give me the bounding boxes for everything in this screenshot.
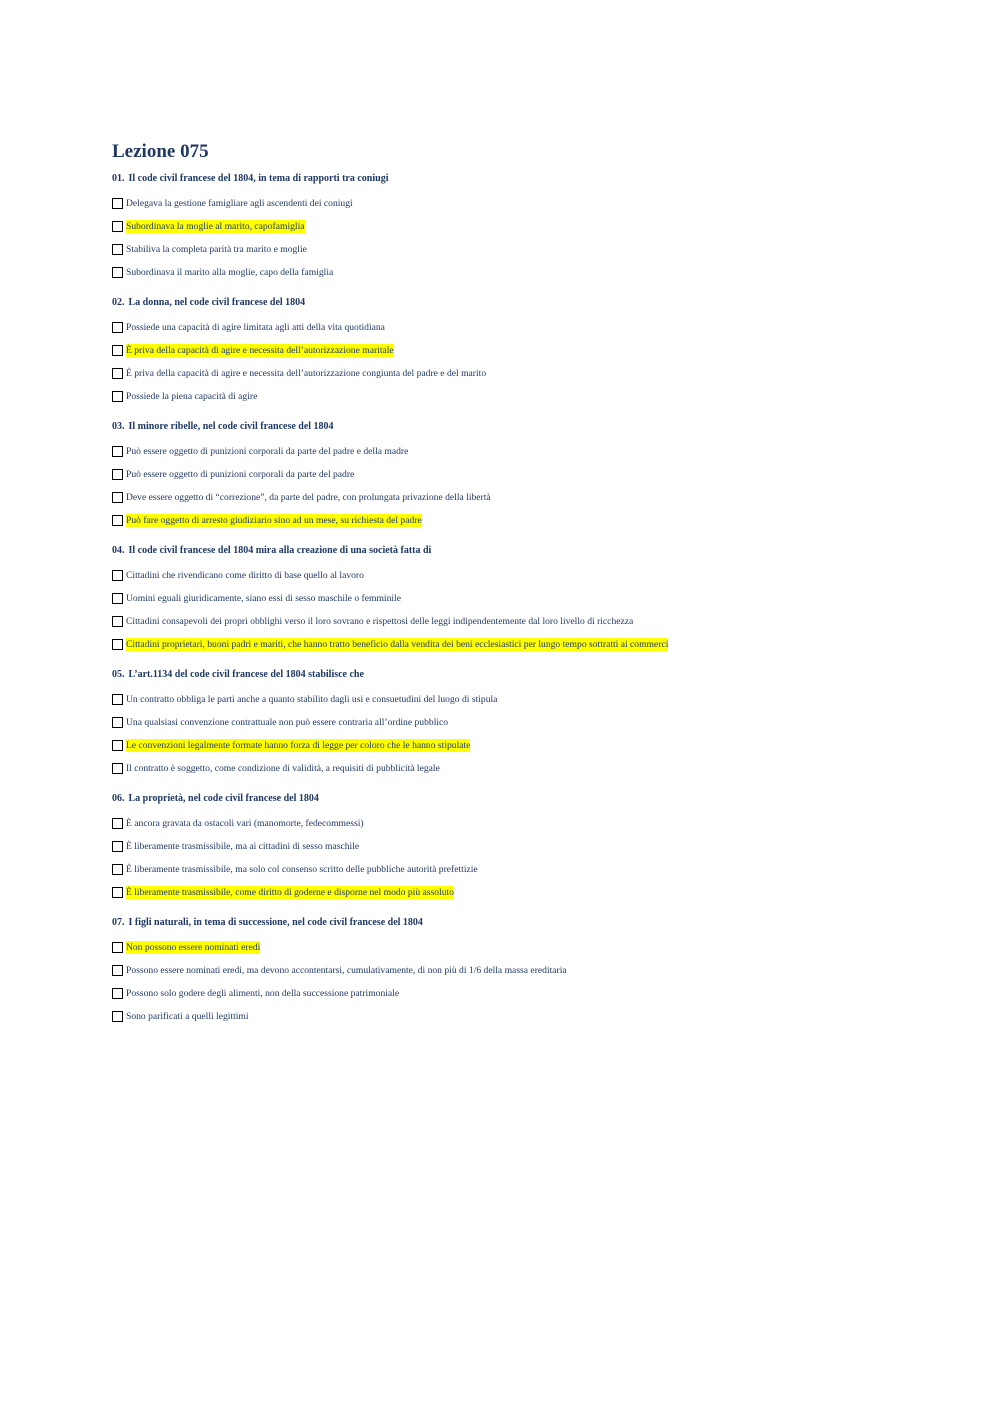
question-label: L’art.1134 del code civil francese del 1804 stabilisce che [128,669,364,680]
answer-option[interactable] [112,564,772,587]
answer-option[interactable] [112,261,772,284]
answer-text-highlighted: È liberamente trasmissibile, come diritto di goderne e disporne nel modo più assoluto [126,887,454,898]
question-label: Il code civil francese del 1804 mira alla creazione di una società fatta di [128,545,432,556]
question-text [112,296,772,310]
checkbox-icon[interactable] [112,694,123,705]
answer-text-highlighted: Cittadini proprietari, buoni padri e mariti, che hanno tratto beneficio dalla vendita dei beni ecclesiastici per lungo tempo sottratti ai commerci [126,639,669,650]
answer-text: Cittadini consapevoli dei propri obblighi verso il loro sovrano e rispettosi delle leggi indipendentemente dal loro livello di ricchezza [126,616,634,627]
question-number: 06. [112,793,125,804]
question-number: 01. [112,173,125,184]
question-text [112,668,772,682]
answer-option[interactable] [112,440,772,463]
checkbox-icon[interactable] [112,570,123,581]
answer-text: Una qualsiasi convenzione contrattuale non può essere contraria all’ordine pubblico [126,717,449,728]
question-number: 07. [112,917,125,928]
answer-text: È ancora gravata da ostacoli vari (manomorte, fedecommessi) [126,818,364,829]
answer-option[interactable] [112,734,772,757]
checkbox-icon[interactable] [112,492,123,503]
question-number: 04. [112,545,125,556]
checkbox-icon[interactable] [112,446,123,457]
answer-text-highlighted: È priva della capacità di agire e necessita dell’autorizzazione maritale [126,345,394,356]
question-number: 02. [112,297,125,308]
answer-option[interactable] [112,936,772,959]
answer-option[interactable] [112,711,772,734]
question-7 [112,916,772,1028]
answer-text: Il contratto è soggetto, come condizione di validità, a requisiti di pubblicità legale [126,763,440,774]
answer-text: Può essere oggetto di punizioni corporali da parte del padre e della madre [126,446,409,457]
checkbox-icon[interactable] [112,267,123,278]
answer-text: Uomini eguali giuridicamente, siano essi di sesso maschile o femminile [126,593,401,604]
answer-option[interactable] [112,362,772,385]
answer-text-highlighted: Subordinava la moglie al marito, capofamiglia [126,221,305,232]
answer-text: Può essere oggetto di punizioni corporali da parte del padre [126,469,355,480]
checkbox-icon[interactable] [112,322,123,333]
answer-option[interactable] [112,238,772,261]
checkbox-icon[interactable] [112,1011,123,1022]
answer-option[interactable] [112,959,772,982]
answer-option[interactable] [112,633,772,656]
answer-text: Sono parificati a quelli legittimi [126,1011,249,1022]
answer-text: Possiede una capacità di agire limitata agli atti della vita quotidiana [126,322,385,333]
question-2 [112,296,772,408]
question-text [112,172,772,186]
answer-option[interactable] [112,215,772,238]
answer-option[interactable] [112,463,772,486]
answer-text: Possono solo godere degli alimenti, non della successione patrimoniale [126,988,400,999]
checkbox-icon[interactable] [112,639,123,650]
answer-text: È liberamente trasmissibile, ma solo col consenso scritto delle pubbliche autorità prefettizie [126,864,478,875]
question-number: 03. [112,421,125,432]
question-text [112,420,772,434]
checkbox-icon[interactable] [112,368,123,379]
question-label: La proprietà, nel code civil francese del 1804 [128,793,319,804]
question-label: Il minore ribelle, nel code civil francese del 1804 [128,421,334,432]
answer-text-highlighted: Le convenzioni legalmente formate hanno forza di legge per coloro che le hanno stipulate [126,740,471,751]
checkbox-icon[interactable] [112,717,123,728]
answer-option[interactable] [112,757,772,780]
answer-option[interactable] [112,881,772,904]
checkbox-icon[interactable] [112,818,123,829]
answer-option[interactable] [112,509,772,532]
question-text [112,544,772,558]
answer-text: Subordinava il marito alla moglie, capo della famiglia [126,267,334,278]
question-list [112,172,772,1028]
answer-option[interactable] [112,1005,772,1028]
answer-text-highlighted: Può fare oggetto di arresto giudiziario sino ad un mese, su richiesta del padre [126,515,422,526]
answer-option[interactable] [112,812,772,835]
answer-option[interactable] [112,610,772,633]
checkbox-icon[interactable] [112,965,123,976]
question-1 [112,172,772,284]
question-text [112,792,772,806]
page-title: Lezione 075 [112,141,209,162]
checkbox-icon[interactable] [112,942,123,953]
answer-text: Cittadini che rivendicano come diritto di base quello al lavoro [126,570,364,581]
question-5 [112,668,772,780]
checkbox-icon[interactable] [112,391,123,402]
checkbox-icon[interactable] [112,616,123,627]
question-3 [112,420,772,532]
question-label: La donna, nel code civil francese del 1804 [128,297,306,308]
checkbox-icon[interactable] [112,345,123,356]
question-text [112,916,772,930]
checkbox-icon[interactable] [112,221,123,232]
answer-option[interactable] [112,688,772,711]
checkbox-icon[interactable] [112,887,123,898]
answer-option[interactable] [112,192,772,215]
checkbox-icon[interactable] [112,515,123,526]
question-label: Il code civil francese del 1804, in tema di rapporti tra coniugi [128,173,389,184]
answer-option[interactable] [112,982,772,1005]
answer-option[interactable] [112,339,772,362]
answer-option[interactable] [112,835,772,858]
quiz-document [112,140,772,1040]
answer-text: Delegava la gestione famigliare agli ascendenti dei coniugi [126,198,353,209]
answer-text: Stabiliva la completa parità tra marito e moglie [126,244,307,255]
question-label: I figli naturali, in tema di successione, nel code civil francese del 1804 [128,917,423,928]
answer-text: Deve essere oggetto di “correzione”, da parte del padre, con prolungata privazione della libertà [126,492,491,503]
answer-option[interactable] [112,316,772,339]
answer-option[interactable] [112,858,772,881]
checkbox-icon[interactable] [112,988,123,999]
answer-option[interactable] [112,486,772,509]
question-number: 05. [112,669,125,680]
answer-option[interactable] [112,587,772,610]
answer-text-highlighted: Non possono essere nominati eredi [126,942,261,953]
checkbox-icon[interactable] [112,593,123,604]
checkbox-icon[interactable] [112,469,123,480]
checkbox-icon[interactable] [112,763,123,774]
answer-text: Un contratto obbliga le parti anche a quanto stabilito dagli usi e consuetudini del luogo di stipula [126,694,498,705]
question-4 [112,544,772,656]
answer-text: È liberamente trasmissibile, ma ai cittadini di sesso maschile [126,841,360,852]
checkbox-icon[interactable] [112,841,123,852]
answer-text: Possono essere nominati eredi, ma devono accontentarsi, cumulativamente, di non più di 1/6 della massa ereditaria [126,965,567,976]
checkbox-icon[interactable] [112,244,123,255]
question-6 [112,792,772,904]
answer-option[interactable] [112,385,772,408]
checkbox-icon[interactable] [112,740,123,751]
answer-text: Possiede la piena capacità di agire [126,391,258,402]
checkbox-icon[interactable] [112,864,123,875]
checkbox-icon[interactable] [112,198,123,209]
answer-text: È priva della capacità di agire e necessita dell’autorizzazione congiunta del padre e del marito [126,368,487,379]
